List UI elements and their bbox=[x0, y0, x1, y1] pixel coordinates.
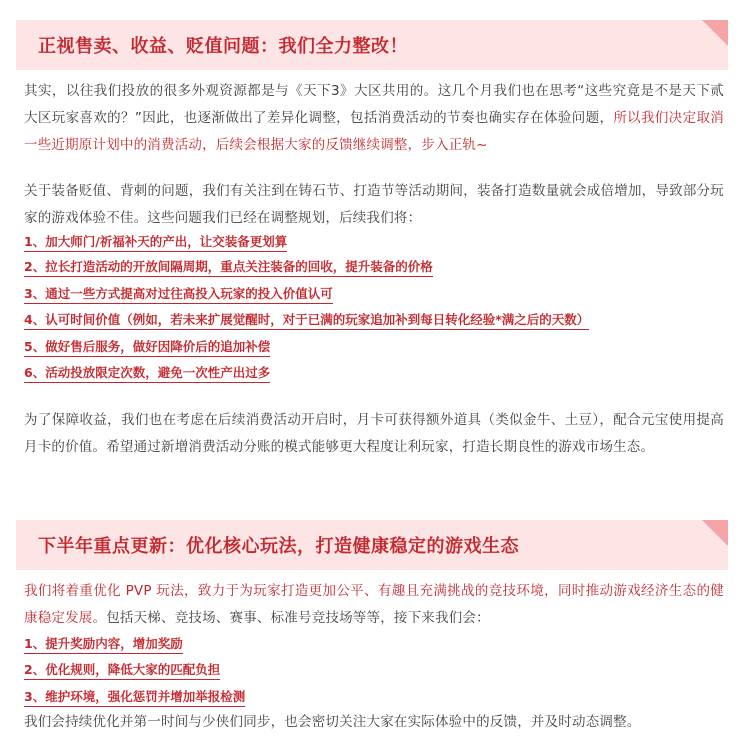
section1-title: 正视售卖、收益、贬值问题：我们全力整改！ bbox=[38, 36, 408, 57]
section2-closing: 我们会持续优化并第一时间与少侠们同步，也会密切关注大家在实际体验中的反馈，并及时动态调整。 bbox=[24, 714, 641, 730]
section1-list-item: 1、加大师门/祈福补天的产出，让交装备更划算 bbox=[24, 233, 287, 252]
section1-list-item: 5、做好售后服务，做好因降价后的追加补偿 bbox=[24, 338, 270, 357]
section2-title: 下半年重点更新：优化核心玩法，打造健康稳定的游戏生态 bbox=[38, 536, 519, 557]
section2-intro-highlight: 我们将着重优化 PVP 玩法，致力于为玩家打造更加公平、有趣且充满挑战的竞技环境，同时推动游戏经济生态的健康稳定发展。 bbox=[24, 583, 724, 626]
section1-list-item: 4、认可时间价值（例如，若未来扩展觉醒时，对于已满的玩家追加补到每日转化经验*满之后的天数） bbox=[24, 311, 589, 330]
section1-intro-text: 其实，以往我们投放的很多外观资源都是与《天下3》大区共用的。这几个月我们也在思考“这些究竟是不是天下贰大区玩家喜欢的？”因此，也逐渐做出了差异化调整，包括消费活动的节奏也确实存在体验问题， bbox=[24, 83, 724, 126]
section1-list-item: 2、拉长打造活动的开放间隔周期，重点关注装备的回收，提升装备的价格 bbox=[24, 258, 433, 277]
section2-list-item: 3、维护环境，强化惩罚并增加举报检测 bbox=[24, 688, 245, 707]
section2-list-item: 1、提升奖励内容，增加奖励 bbox=[24, 635, 183, 654]
section1-list-item: 6、活动投放限定次数，避免一次性产出过多 bbox=[24, 364, 270, 383]
section2-intro bbox=[24, 578, 724, 632]
section2-intro-text: 包括天梯、竞技场、赛事、标准号竞技场等等，接下来我们会： bbox=[106, 610, 490, 626]
section1-list-item: 3、通过一些方式提高对过往高投入玩家的投入价值认可 bbox=[24, 285, 333, 304]
section1-equip-paragraph: 关于装备贬值、背刺的问题，我们有关注到在铸石节、打造节等活动期间，装备打造数量就会成倍增加，导致部分玩家的游戏体验不佳。这些问题我们已经在调整规划，后续我们将： bbox=[24, 183, 724, 226]
section1-closing: 为了保障收益，我们也在考虑在后续消费活动开启时，月卡可获得额外道具（类似金牛、土豆），配合元宝使用提高月卡的价值。希望通过新增消费活动分账的模式能够更大程度让利玩家，打造长期良性的游戏市场生态。 bbox=[24, 412, 724, 455]
section2-banner bbox=[16, 520, 728, 570]
section2-list-item: 2、优化规则，降低大家的匹配负担 bbox=[24, 661, 220, 680]
banner-corner-decoration bbox=[702, 520, 728, 546]
section1-intro bbox=[24, 78, 724, 159]
section1-intro-highlight: 所以我们决定取消一些近期原计划中的消费活动，后续会根据大家的反馈继续调整，步入正轨~ bbox=[24, 110, 725, 153]
section1-banner bbox=[16, 20, 728, 70]
banner-corner-decoration bbox=[702, 20, 728, 46]
